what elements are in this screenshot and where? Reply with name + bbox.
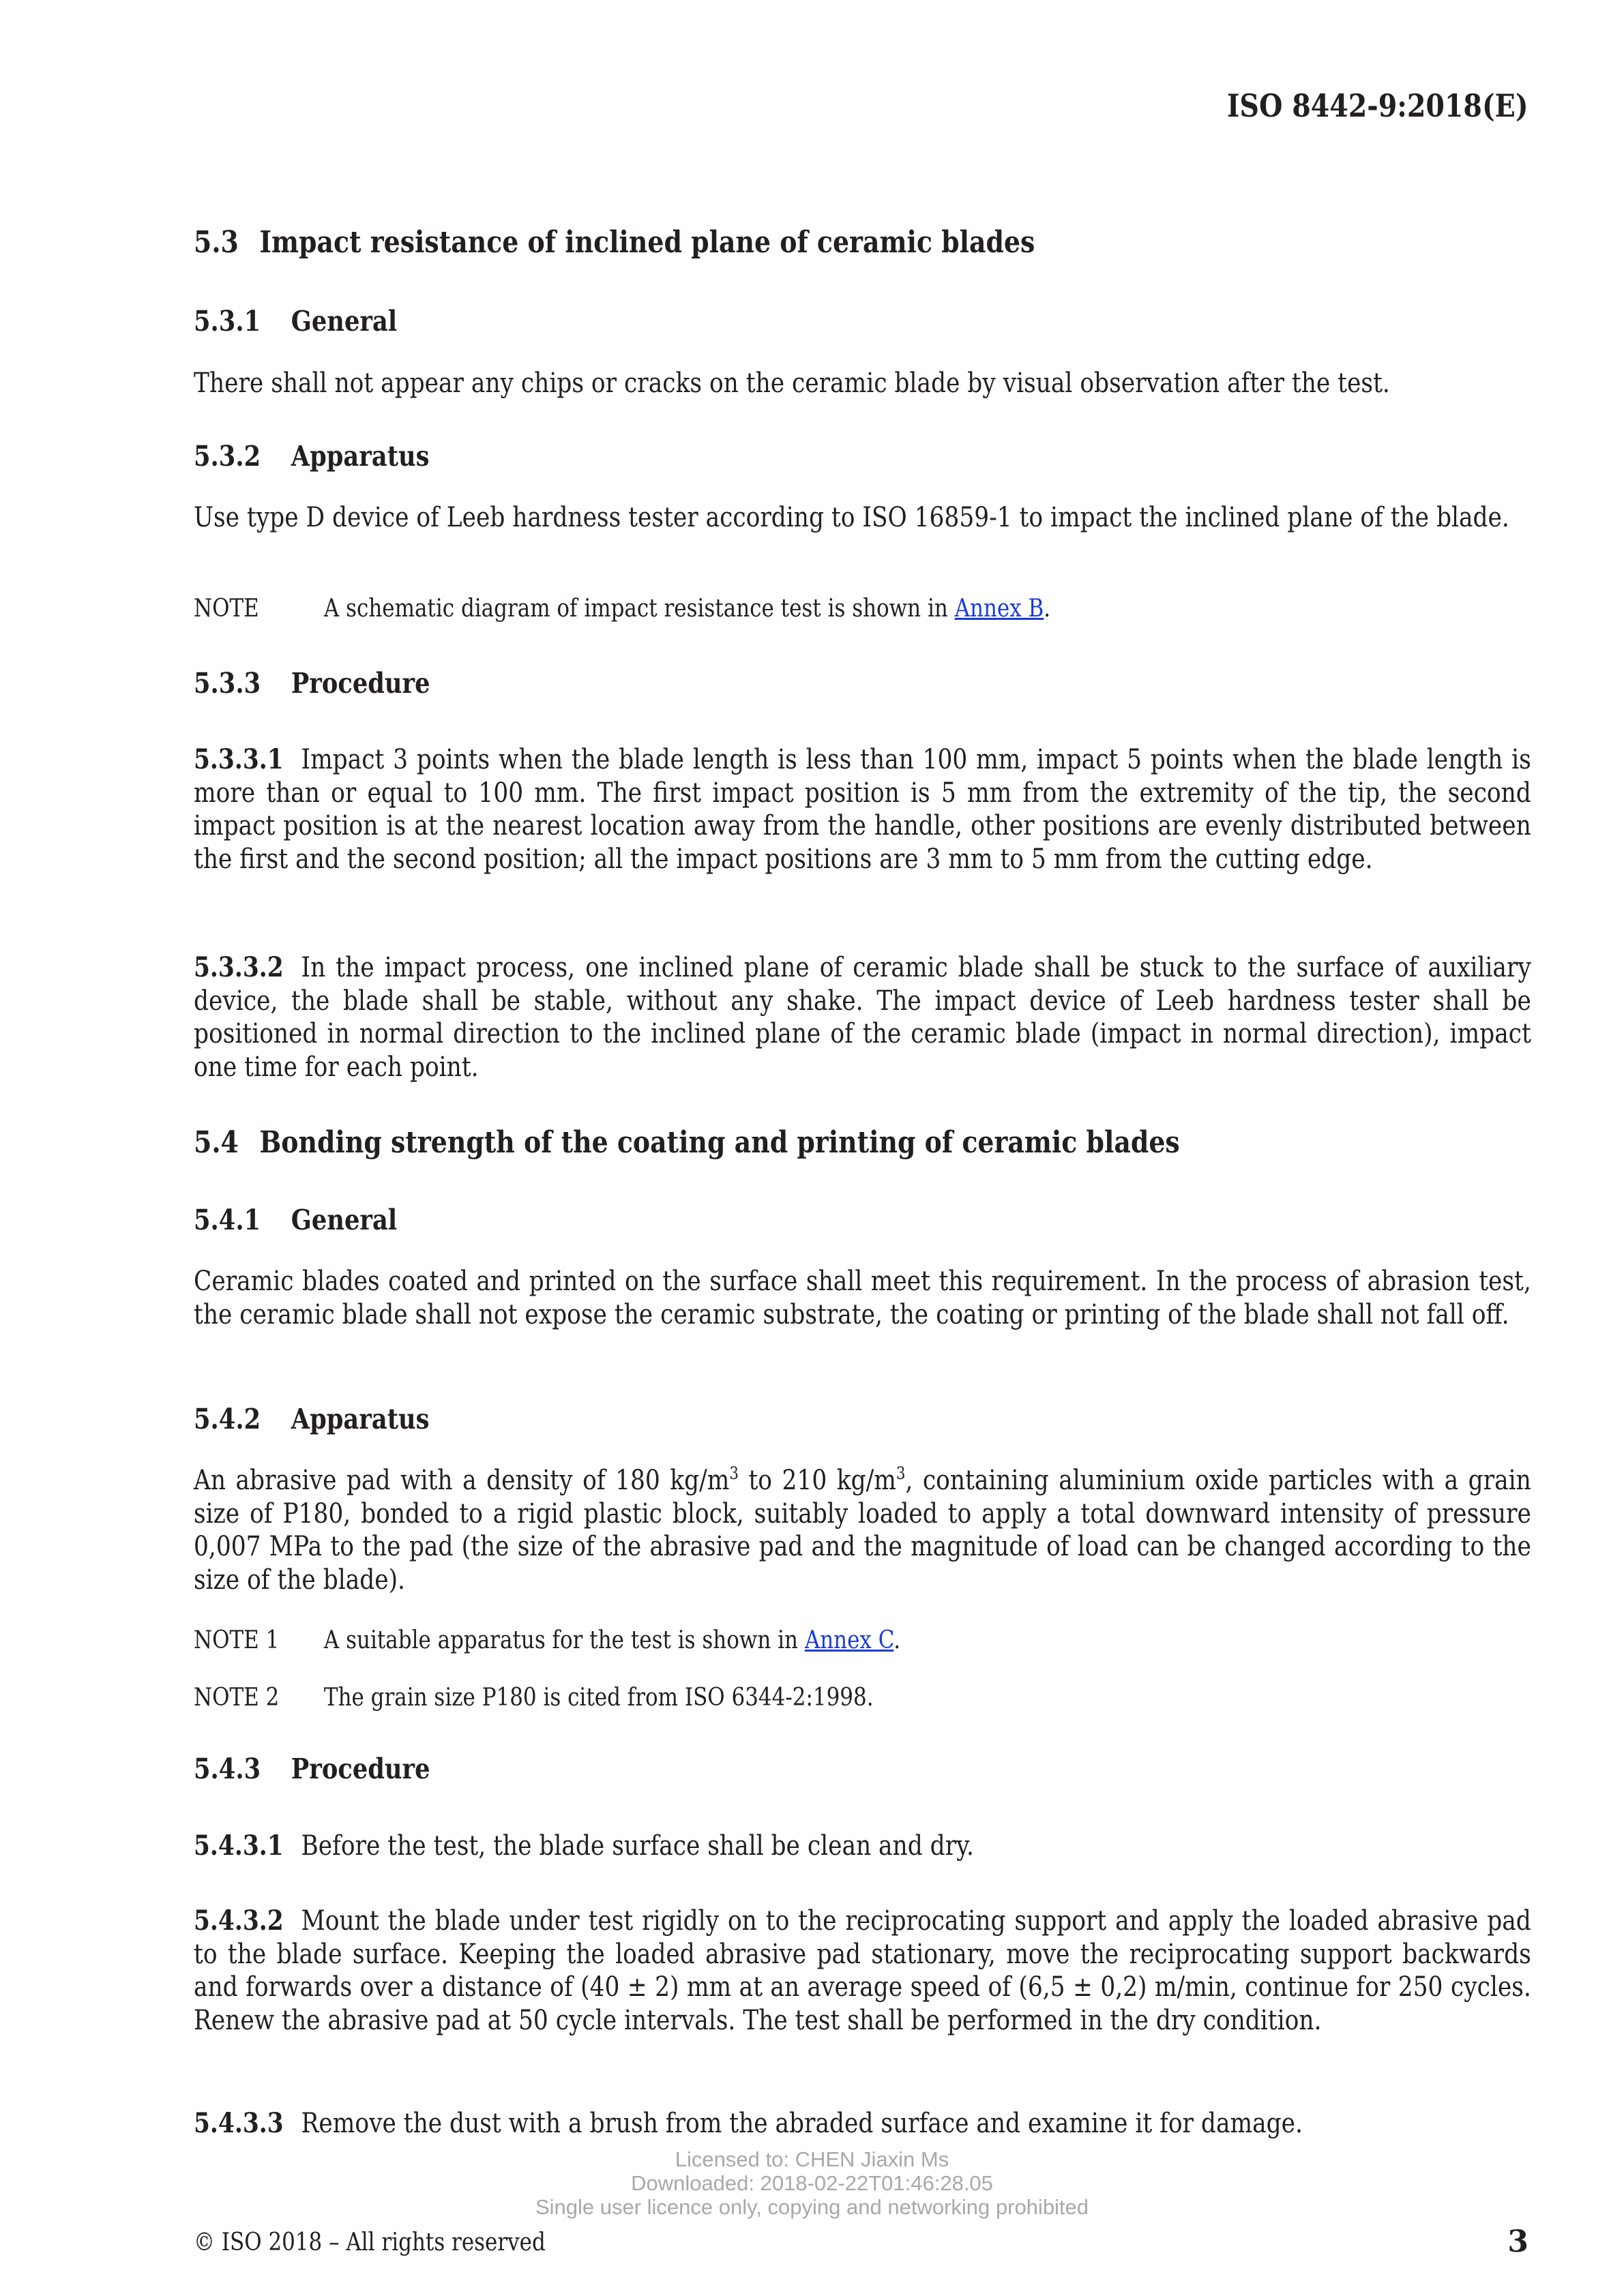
note-end: . xyxy=(1044,595,1051,623)
note-text: A schematic diagram of impact resistance test is shown in xyxy=(323,595,955,623)
heading-5-4-2 xyxy=(194,1403,429,1435)
heading-title: Apparatus xyxy=(291,1403,430,1435)
note-label: NOTE 1 xyxy=(194,1626,280,1654)
heading-5-4-3 xyxy=(194,1753,430,1785)
paragraph-5-4-2 xyxy=(194,1464,1531,1596)
paragraph-text: Remove the dust with a brush from the abraded surface and examine it for damage. xyxy=(301,2108,1303,2139)
paragraph-number: 5.4.3.2 xyxy=(194,1905,284,1937)
annex-c-link[interactable]: Annex C xyxy=(804,1626,894,1654)
paragraph-5-4-1: Ceramic blades coated and printed on the surface shall meet this requirement. In the process of abrasion test, the ceramic blade shall not expose the ceramic substrate, the coating or printing of the blade shall not fall off. xyxy=(194,1266,1531,1330)
paragraph-text: Impact 3 points when the blade length is less than 100 mm, impact 5 points when the blade length is more than or equal to 100 mm. The first impact position is 5 mm from the extremity of the tip, the second impact position is at the nearest location away from the handle, other positions are evenly distributed between the first and the second position; all the impact positions are 3 mm to 5 mm from the cutting edge. xyxy=(194,744,1531,875)
watermark-licence-terms: Single user licence only, copying and networking prohibited xyxy=(535,2195,1089,2219)
heading-number: 5.3.3 xyxy=(194,667,261,700)
heading-title: Procedure xyxy=(291,1753,430,1785)
note-2 xyxy=(194,1684,874,1712)
heading-title: Apparatus xyxy=(291,440,430,473)
paragraph-text-b: to 210 kg/m xyxy=(738,1465,896,1496)
heading-number: 5.4.2 xyxy=(194,1403,261,1435)
document-id-header: ISO 8442-9:2018(E) xyxy=(1227,87,1529,124)
paragraph-number: 5.3.3.1 xyxy=(194,743,284,775)
note-text: A suitable apparatus for the test is shown in xyxy=(323,1626,805,1654)
heading-number: 5.3.1 xyxy=(194,305,261,338)
heading-title: Procedure xyxy=(291,667,430,700)
heading-number: 5.4 xyxy=(194,1125,239,1160)
heading-title: Bonding strength of the coating and printing of ceramic blades xyxy=(259,1125,1180,1160)
heading-number: 5.3 xyxy=(194,225,239,260)
paragraph-number: 5.4.3.3 xyxy=(194,2107,284,2139)
paragraph-5-3-2: Use type D device of Leeb hardness tester according to ISO 16859-1 to impact the inclined plane of the blade. xyxy=(194,502,1509,533)
annex-b-link[interactable]: Annex B xyxy=(954,595,1044,623)
paragraph-5-3-3-1 xyxy=(194,743,1531,876)
paragraph-number: 5.3.3.2 xyxy=(194,951,284,983)
heading-title: Impact resistance of inclined plane of ceramic blades xyxy=(259,225,1035,260)
note-annex-b xyxy=(194,595,1050,623)
heading-number: 5.3.2 xyxy=(194,440,261,473)
paragraph-5-4-3-3 xyxy=(194,2107,1531,2141)
superscript: 3 xyxy=(896,1463,906,1484)
note-1-annex-c xyxy=(194,1626,900,1654)
watermark-downloaded: Downloaded: 2018-02-22T01:46:28.05 xyxy=(631,2171,993,2195)
paragraph-5-3-3-2 xyxy=(194,951,1531,1084)
heading-5-3 xyxy=(194,225,1035,260)
paragraph-5-4-3-1 xyxy=(194,1830,1531,1863)
paragraph-text-c: , containing aluminium oxide particles with a grain size of P180, bonded to a rigid plastic block, suitably loaded to apply a total downward intensity of pressure 0,007 MPa to the pad (the size of the abrasive pad and the magnitude of load can be changed according to the size of the blade). xyxy=(194,1465,1531,1596)
paragraph-text: In the impact process, one inclined plane of ceramic blade shall be stuck to the surface of auxiliary device, the blade shall be stable, without any shake. The impact device of Leeb hardness tester shall be positioned in normal direction to the inclined plane of the ceramic blade (impact in normal direction), impact one time for each point. xyxy=(194,952,1531,1083)
paragraph-5-4-3-2 xyxy=(194,1905,1531,2037)
paragraph-text: Mount the blade under test rigidly on to the reciprocating support and apply the loaded abrasive pad to the blade surface. Keeping the loaded abrasive pad stationary, move the reciprocating support backwards and forwards over a distance of (40 ± 2) mm at an average speed of (6,5 ± 0,2) m/min, continue for 250 cycles. Renew the abrasive pad at 50 cycle intervals. The test shall be performed in the dry condition. xyxy=(194,1905,1531,2036)
note-text: The grain size P180 is cited from ISO 6344-2:1998. xyxy=(323,1684,874,1712)
superscript: 3 xyxy=(729,1463,739,1484)
heading-title: General xyxy=(291,1204,398,1236)
heading-5-4-1 xyxy=(194,1204,397,1236)
heading-5-4 xyxy=(194,1125,1180,1160)
note-end: . xyxy=(894,1626,901,1654)
paragraph-number: 5.4.3.1 xyxy=(194,1830,284,1862)
heading-5-3-3 xyxy=(194,667,430,700)
heading-title: General xyxy=(291,305,398,338)
heading-5-3-1 xyxy=(194,305,397,338)
heading-number: 5.4.1 xyxy=(194,1204,261,1236)
paragraph-text-a: An abrasive pad with a density of 180 kg/m xyxy=(194,1465,730,1496)
note-label: NOTE xyxy=(194,595,259,623)
note-label: NOTE 2 xyxy=(194,1684,280,1712)
paragraph-5-3-1: There shall not appear any chips or cracks on the ceramic blade by visual observation after the test. xyxy=(194,368,1390,399)
paragraph-text: Before the test, the blade surface shall be clean and dry. xyxy=(301,1830,974,1862)
watermark-licensed: Licensed to: CHEN Jiaxin Ms xyxy=(675,2147,949,2171)
heading-5-3-2 xyxy=(194,440,429,473)
footer-copyright: © ISO 2018 – All rights reserved xyxy=(194,2228,546,2256)
footer-page-number: 3 xyxy=(1507,2224,1529,2259)
heading-number: 5.4.3 xyxy=(194,1753,261,1785)
